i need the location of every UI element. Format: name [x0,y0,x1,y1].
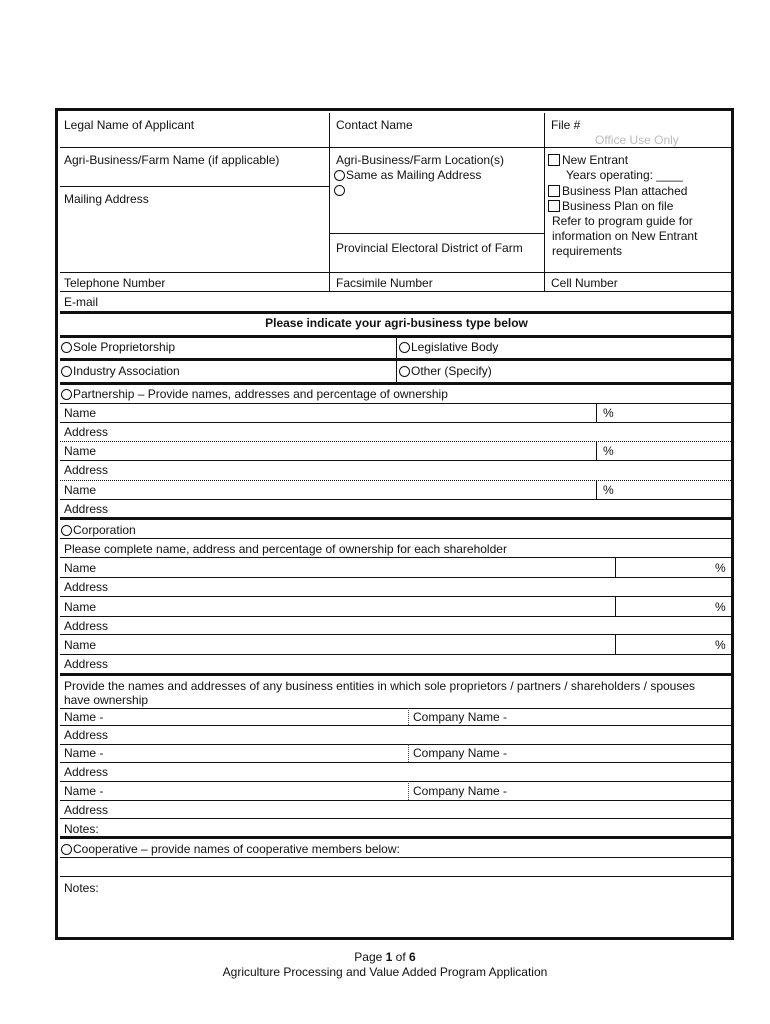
entities-instructions-line-2: have ownership [64,693,149,707]
farm-name-label: Agri-Business/Farm Name (if applicable) [64,153,280,167]
divider [329,113,330,275]
divider [544,272,545,291]
partner-3-address-label: Address [64,502,109,516]
partnership-option[interactable] [61,387,448,401]
refer-text-line-2: information on New Entrant [552,229,698,243]
entity-2-company-label: Company Name - [413,746,508,760]
electoral-district-label: Provincial Electoral District of Farm [336,241,523,255]
other-specify-label: Other (Specify) [411,364,492,378]
plan-attached-option[interactable] [548,184,687,198]
sole-proprietorship-option[interactable] [61,340,175,354]
legislative-body-option[interactable] [399,340,498,354]
file-number-label: File # [551,118,581,132]
cell-label: Cell Number [551,276,618,290]
divider [60,818,733,819]
divider [60,744,733,745]
radio-icon[interactable] [399,342,410,353]
partner-2-percent-label: % [603,444,614,458]
divider [329,272,330,291]
partner-3-percent-label: % [603,483,614,497]
entity-3-address-label: Address [64,803,109,817]
refer-text-line-3: requirements [552,244,623,258]
email-label: E-mail [64,295,99,309]
divider [60,596,733,597]
partner-2-address-label: Address [64,463,109,477]
divider [408,781,409,800]
shareholder-3-percent-label: % [715,638,726,652]
radio-icon[interactable] [399,366,410,377]
shareholder-2-name-label: Name [64,600,97,614]
entity-3-company-label: Company Name - [413,784,508,798]
divider [615,634,616,654]
divider [408,744,409,762]
office-use-only-label: Office Use Only [595,133,679,147]
divider [60,460,733,461]
fax-label: Facsimile Number [336,276,433,290]
divider [60,358,733,361]
divider [60,708,733,709]
corporation-option[interactable] [61,523,136,537]
industry-association-label: Industry Association [73,364,180,378]
farm-location-label: Agri-Business/Farm Location(s) [336,153,505,167]
partner-1-name-label: Name [64,406,97,420]
legal-name-label: Legal Name of Applicant [64,118,195,132]
divider [60,857,733,858]
divider [60,517,733,520]
type-heading: Please indicate your agri-business type below [265,316,528,330]
industry-association-option[interactable] [61,364,180,378]
divider [60,781,733,782]
divider [60,403,733,404]
entity-1-name-label: Name - [64,710,104,724]
divider [60,762,733,763]
partner-1-address-label: Address [64,425,109,439]
shareholder-3-name-label: Name [64,638,97,652]
plan-on-file-label: Business Plan on file [562,199,674,213]
entities-instructions-line-1: Provide the names and addresses of any business entities in which sole proprietors / partners / shareholders / spouses [64,679,696,693]
divider [596,403,597,422]
telephone-label: Telephone Number [64,276,166,290]
new-entrant-option[interactable] [548,153,628,167]
cooperative-notes-label: Notes: [64,881,99,895]
years-operating-label: Years operating: ____ [566,168,683,182]
divider [60,311,733,314]
radio-icon[interactable] [61,389,72,400]
shareholder-1-percent-label: % [715,561,726,575]
sole-proprietorship-label: Sole Proprietorship [73,340,176,354]
application-form [55,108,734,940]
entity-2-address-label: Address [64,765,109,779]
shareholder-1-name-label: Name [64,561,97,575]
entity-3-name-label: Name - [64,784,104,798]
divider [60,538,733,539]
same-as-mailing-label: Same as Mailing Address [346,168,482,182]
radio-icon[interactable] [61,366,72,377]
divider [60,499,733,500]
entity-1-company-label: Company Name - [413,710,508,724]
divider [408,708,409,725]
entity-2-name-label: Name - [64,746,104,760]
shareholder-1-address-label: Address [64,580,109,594]
same-as-mailing-option[interactable] [334,168,481,182]
divider [60,634,733,635]
partner-1-percent-label: % [603,406,614,420]
divider [60,654,733,655]
radio-icon[interactable] [61,844,72,855]
radio-icon[interactable] [61,342,72,353]
divider [596,441,597,460]
partnership-label: Partnership – Provide names, addresses and percentage of ownership [73,387,448,401]
corporation-label: Corporation [73,523,136,537]
divider [60,480,733,481]
divider [396,337,397,385]
divider [615,557,616,577]
entity-1-address-label: Address [64,728,109,742]
divider [60,616,733,617]
divider [60,876,733,877]
divider [60,673,733,676]
divider [544,113,545,275]
divider [60,836,733,839]
divider [60,577,733,578]
divider [60,422,733,423]
legislative-body-label: Legislative Body [411,340,499,354]
partner-2-name-label: Name [64,444,97,458]
entities-notes-label: Notes: [64,822,99,836]
shareholder-2-address-label: Address [64,619,109,633]
divider [60,382,733,385]
page-current: 1 [385,950,393,964]
shareholder-3-address-label: Address [64,657,109,671]
divider [596,480,597,499]
other-location-option[interactable] [334,183,346,197]
radio-icon[interactable] [61,525,72,536]
shareholder-2-percent-label: % [715,600,726,614]
contact-name-label: Contact Name [336,118,413,132]
page-of: of [392,950,410,964]
divider [60,725,733,726]
page-prefix: Page [354,950,386,964]
cooperative-option[interactable] [61,842,400,856]
other-specify-option[interactable] [399,364,492,378]
divider [60,557,733,558]
radio-icon[interactable] [334,185,345,196]
checkbox-icon[interactable] [548,200,560,212]
plan-attached-label: Business Plan attached [562,184,688,198]
divider [329,233,544,234]
new-entrant-label: New Entrant [562,153,629,167]
partner-3-name-label: Name [64,483,97,497]
radio-icon[interactable] [334,170,345,181]
plan-on-file-option[interactable] [548,199,673,213]
refer-text-line-1: Refer to program guide for [552,214,693,228]
program-title: Agriculture Processing and Value Added Program Application [222,965,548,979]
divider [60,147,733,148]
mailing-address-label: Mailing Address [64,192,149,206]
checkbox-icon[interactable] [548,154,560,166]
divider [60,291,733,292]
divider [60,441,733,442]
divider [60,186,329,187]
divider [60,272,733,273]
divider [60,800,733,801]
corp-instructions: Please complete name, address and percentage of ownership for each shareholder [64,542,507,556]
page-number [0,950,770,964]
page-total: 6 [409,950,416,964]
checkbox-icon[interactable] [548,185,560,197]
divider [615,596,616,616]
cooperative-label: Cooperative – provide names of cooperative members below: [73,842,400,856]
